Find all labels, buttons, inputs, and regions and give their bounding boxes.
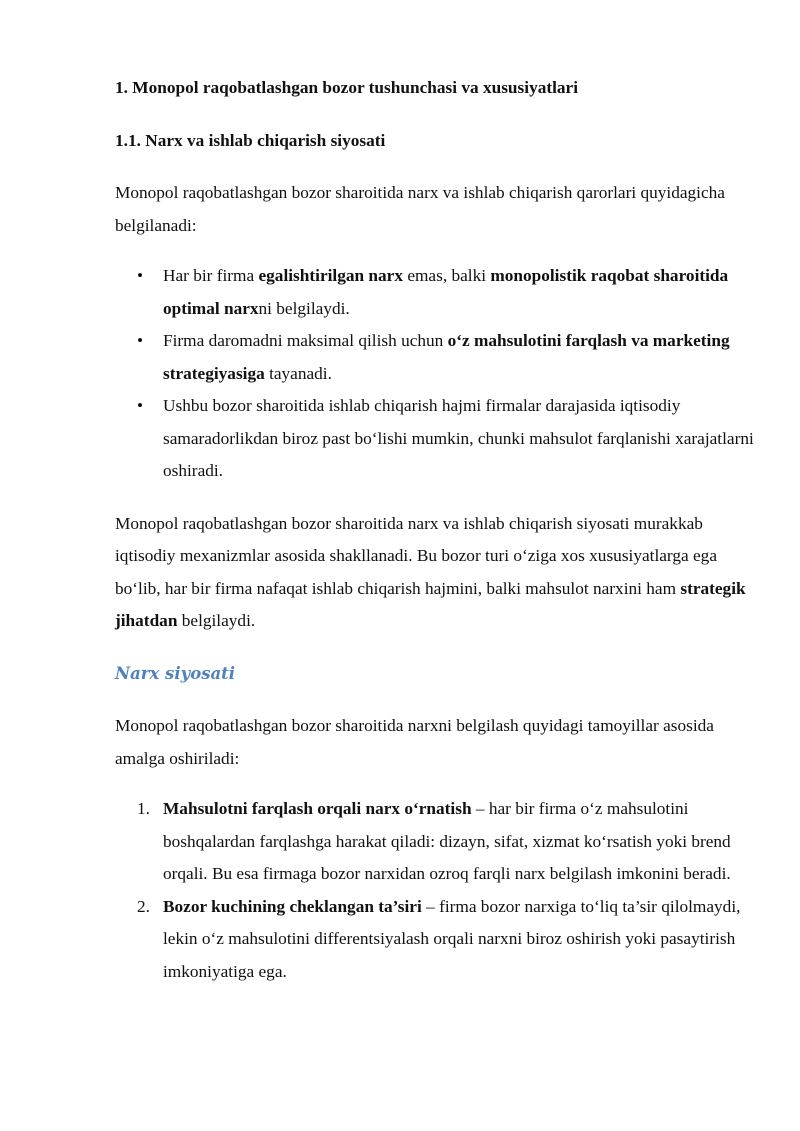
bullet-item bbox=[115, 325, 755, 390]
body-paragraph: Monopol raqobatlashgan bozor sharoitida narxni belgilash quyidagi tamoyillar asosida amalga oshiriladi: bbox=[115, 716, 714, 768]
document-page bbox=[115, 72, 755, 988]
paragraph-text: Monopol raqobatlashgan bozor sharoitida narx va ishlab chiqarish siyosati murakkab iqtisodiy mexanizmlar asosida shakllanadi. Bu bozor turi o‘ziga xos xususiyatlarga ega bo‘lib, har bir firma nafaqat ishlab chiqarish hajmini, balki mahsulot narxini ham bbox=[115, 513, 717, 598]
numbered-item bbox=[115, 891, 755, 989]
paragraph-text: belgilaydi. bbox=[177, 611, 256, 630]
item-bold-text: Bozor kuchining cheklangan ta’siri bbox=[163, 896, 422, 916]
paragraph-bold-text: strategik jihatdan bbox=[115, 578, 746, 630]
numbered-list bbox=[115, 793, 755, 988]
bullet-text: ni belgilaydi. bbox=[258, 298, 350, 318]
item-bold-text: Mahsulotni farqlash orqali narx o‘rnatish bbox=[163, 799, 472, 818]
body-paragraph bbox=[115, 508, 755, 638]
bullet-text: emas, balki bbox=[403, 266, 491, 285]
bullet-text: Ushbu bozor sharoitida ishlab chiqarish hajmi firmalar darajasida iqtisodiy samaradorlikdan biroz past bo‘lishi mumkin, chunki mahsulot farqlanishi xarajatlarni oshiradi. bbox=[163, 396, 754, 480]
numbered-item bbox=[115, 793, 755, 891]
bullet-bold-text: egalishtirilgan narx bbox=[258, 266, 403, 285]
item-number: 2. bbox=[137, 896, 150, 916]
bullet-marker: • bbox=[137, 266, 144, 285]
subsection-heading: 1.1. Narx va ishlab chiqarish siyosati bbox=[115, 130, 386, 150]
intro-paragraph: Monopol raqobatlashgan bozor sharoitida narx va ishlab chiqarish qarorlari quyidagicha belgilanadi: bbox=[115, 183, 725, 235]
bullet-text: Har bir firma bbox=[163, 266, 259, 285]
item-number: 1. bbox=[137, 799, 150, 818]
bullet-marker: • bbox=[137, 331, 144, 350]
bullet-bold-text: monopolistik raqobat sharoitida optimal narx bbox=[163, 266, 729, 318]
bullet-list bbox=[115, 260, 755, 488]
item-text: – har bir firma o‘z mahsulotini boshqalardan farqlashga harakat qiladi: dizayn, sifat, xizmat ko‘rsatish yoki brend orqali. Bu esa firmaga bozor narxidan ozroq farqli narx belgilash imkonini beradi. bbox=[163, 799, 731, 883]
bullet-marker: • bbox=[137, 396, 144, 415]
item-text: – firma bozor narxiga to‘liq ta’sir qilolmaydi, lekin o‘z mahsulotini differentsiyalash orqali narxni biroz oshirish yoki pasaytirish imkoniyatiga ega. bbox=[163, 896, 741, 981]
bullet-item bbox=[115, 390, 755, 488]
styled-heading: Narx siyosati bbox=[115, 663, 236, 683]
section-heading: 1. Monopol raqobatlashgan bozor tushunchasi va xususiyatlari bbox=[115, 78, 579, 97]
bullet-bold-text: o‘z mahsulotini farqlash va marketing strategiyasiga bbox=[163, 331, 730, 383]
bullet-text: Firma daromadni maksimal qilish uchun bbox=[163, 331, 448, 350]
bullet-text: tayanadi. bbox=[264, 363, 332, 383]
bullet-item bbox=[115, 260, 755, 325]
